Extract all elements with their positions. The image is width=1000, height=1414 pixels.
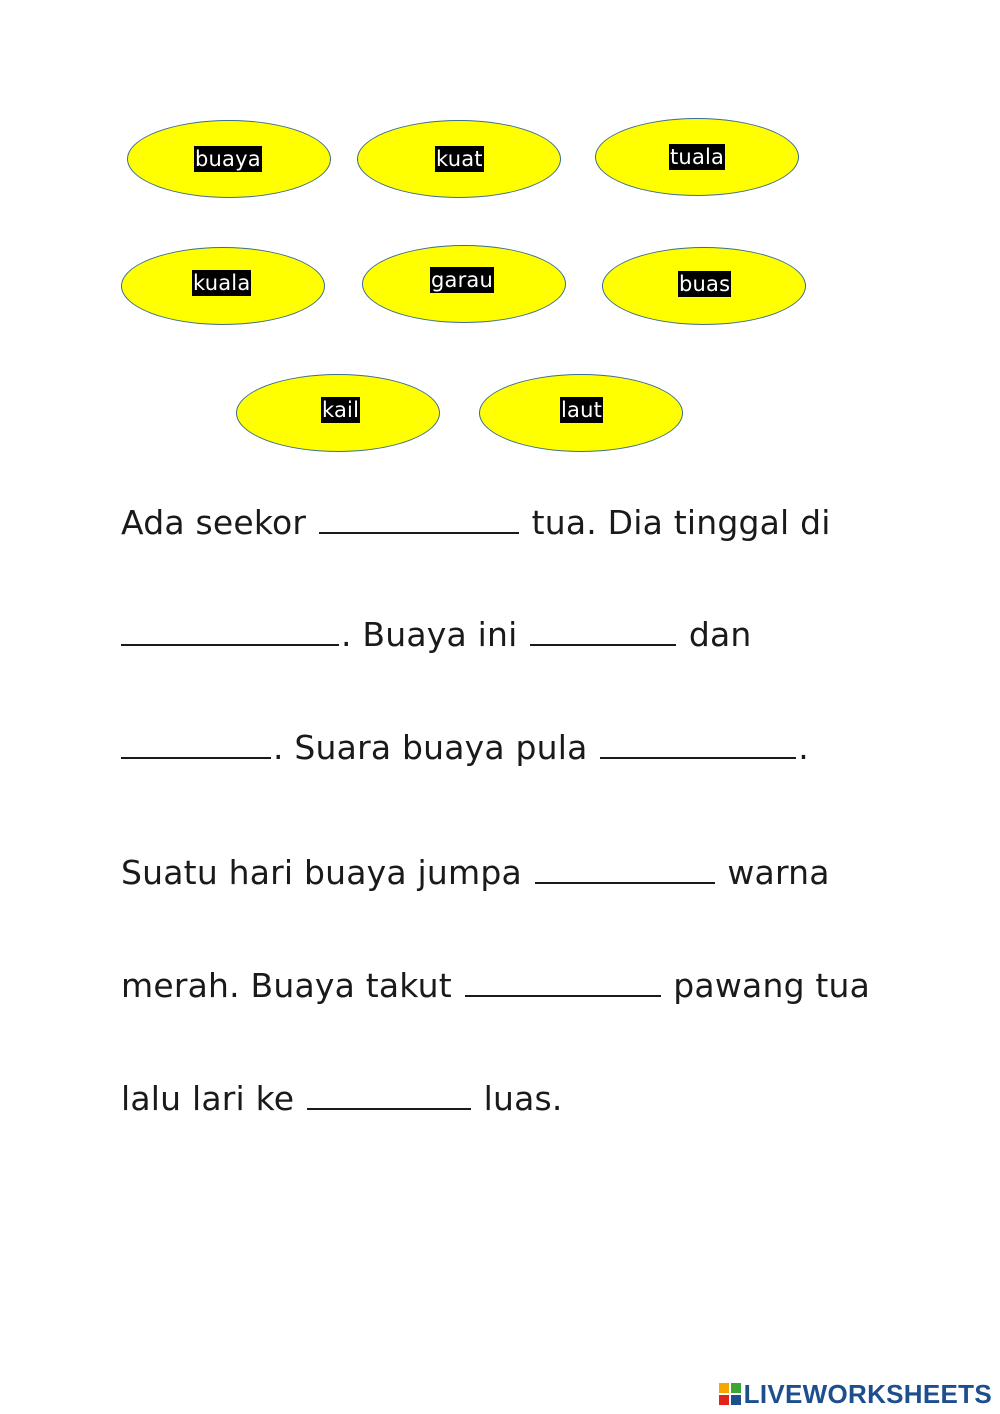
word-card-kail[interactable] [236, 374, 440, 452]
passage-text: merah. Buaya takut [121, 966, 452, 1005]
answer-blank-5[interactable] [600, 757, 796, 759]
liveworksheets-logo[interactable] [719, 1374, 992, 1414]
passage-line-4 [121, 853, 830, 893]
passage-line-6 [121, 1079, 563, 1119]
passage-text: . Suara buaya pula [273, 728, 588, 767]
word-card-buaya[interactable] [127, 120, 331, 198]
answer-blank-7[interactable] [465, 995, 661, 997]
answer-blank-1[interactable] [319, 532, 519, 534]
word-card-kuat[interactable] [357, 120, 561, 198]
passage-text: Ada seekor [121, 503, 307, 542]
answer-blank-4[interactable] [121, 757, 271, 759]
liveworksheets-logo-icon [719, 1383, 741, 1405]
passage-text: Suatu hari buaya jumpa [121, 853, 522, 892]
word-label: laut [561, 398, 603, 422]
passage-text: lalu lari ke [121, 1079, 295, 1118]
answer-blank-3[interactable] [530, 644, 676, 646]
word-card-buas[interactable] [602, 247, 806, 325]
word-card-laut[interactable] [479, 374, 683, 452]
word-label: buas [679, 272, 731, 296]
word-label: kuala [193, 271, 251, 295]
word-card-garau[interactable] [362, 245, 566, 323]
passage-line-1 [121, 503, 831, 543]
passage-line-2 [121, 615, 752, 655]
word-label: kuat [436, 147, 483, 171]
liveworksheets-brand: LIVEWORKSHEETS [743, 1378, 992, 1409]
answer-blank-2[interactable] [121, 644, 339, 646]
word-label: kail [322, 398, 360, 422]
passage-text: pawang tua [673, 966, 871, 1005]
passage-text: tua. Dia tinggal di [531, 503, 831, 542]
answer-blank-8[interactable] [307, 1108, 471, 1110]
passage-line-3 [121, 728, 809, 768]
passage-text: . Buaya ini [341, 615, 518, 654]
word-card-kuala[interactable] [121, 247, 325, 325]
passage-text: dan [688, 615, 752, 654]
passage-line-5 [121, 966, 870, 1006]
answer-blank-6[interactable] [535, 882, 715, 884]
word-label: garau [431, 268, 494, 292]
word-card-tuala[interactable] [595, 118, 799, 196]
passage-text: warna [727, 853, 830, 892]
word-label: buaya [195, 147, 261, 171]
passage-text: . [798, 728, 809, 767]
word-label: tuala [670, 145, 725, 169]
passage-text: luas. [483, 1079, 563, 1118]
